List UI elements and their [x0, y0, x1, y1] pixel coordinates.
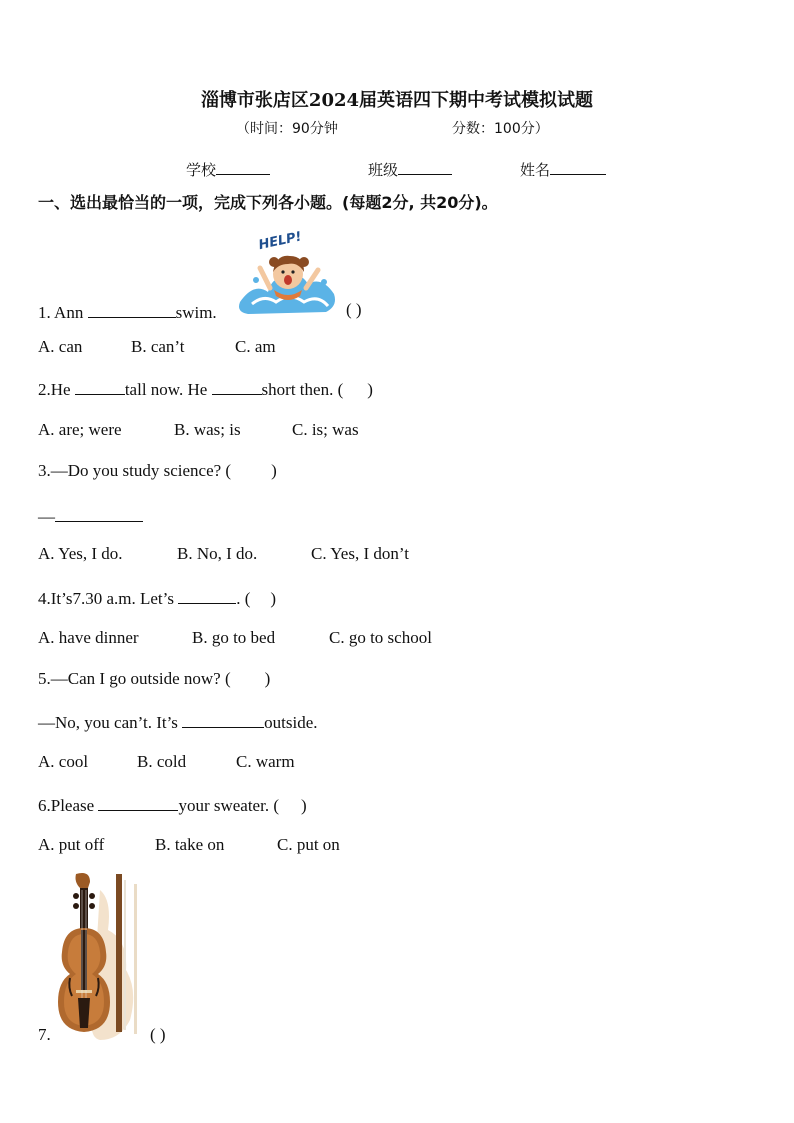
question-3-option-a[interactable]: A. Yes, I do. [38, 544, 123, 563]
question-5-reply-end: outside. [264, 713, 318, 732]
question-3-option-b[interactable]: B. No, I do. [177, 544, 258, 563]
question-6-option-b[interactable]: B. take on [155, 835, 225, 854]
question-5-paren-close: ) [264, 669, 271, 688]
help-text: HELP! [257, 229, 303, 254]
drowning-girl-illustration [234, 222, 342, 318]
question-7-answer-paren[interactable]: ( ) [150, 1025, 166, 1044]
name-field [520, 159, 606, 180]
question-5-option-b[interactable]: B. cold [137, 752, 187, 771]
name-blank[interactable] [550, 159, 606, 175]
question-4-paren-close: ) [270, 589, 277, 608]
question-2 [38, 377, 373, 400]
exam-score: 分数：100分） [452, 121, 549, 137]
page-title: 淄博市张店区2024届英语四下期中考试模拟试题 [200, 90, 594, 111]
question-1-option-a[interactable]: A. can [38, 337, 83, 356]
school-blank[interactable] [216, 159, 270, 175]
question-2-blank-1[interactable] [75, 377, 125, 395]
question-2-option-c[interactable]: C. is; was [292, 420, 359, 439]
question-6-text: 6.Please [38, 796, 99, 815]
question-6 [38, 793, 307, 816]
question-5-text: 5.—Can I go outside now? ( [38, 669, 231, 688]
question-2-text-end: short then. ( [261, 380, 344, 399]
question-5-reply-text: —No, you can’t. It’s [38, 713, 183, 732]
class-blank[interactable] [398, 159, 452, 175]
question-2-blank-2[interactable] [212, 377, 262, 395]
question-4-blank[interactable] [178, 586, 236, 604]
question-7-number: 7. [38, 1025, 51, 1044]
question-1-answer-paren[interactable]: ( ) [346, 300, 362, 319]
class-label: 班级 [368, 161, 399, 179]
question-6-option-c[interactable]: C. put on [277, 835, 340, 854]
question-5-reply [38, 710, 318, 733]
question-1-option-b[interactable]: B. can’t [131, 337, 185, 356]
question-2-text: 2.He [38, 380, 75, 399]
question-5 [38, 669, 270, 689]
question-2-paren-close: ) [367, 380, 373, 399]
question-2-option-b[interactable]: B. was; is [174, 420, 241, 439]
question-6-blank[interactable] [98, 793, 178, 811]
question-4-option-b[interactable]: B. go to bed [192, 628, 276, 647]
violin-illustration [50, 870, 144, 1042]
question-4-option-a[interactable]: A. have dinner [38, 628, 139, 647]
question-6-text-end: your sweater. ( [178, 796, 279, 815]
school-field [186, 159, 270, 180]
class-field [368, 159, 452, 180]
question-1-text: 1. Ann [38, 303, 88, 322]
school-label: 学校 [186, 161, 217, 179]
question-3-dash: — [38, 507, 55, 526]
question-1 [38, 300, 217, 323]
question-3-reply [38, 504, 143, 527]
question-5-option-a[interactable]: A. cool [38, 752, 89, 771]
question-1-text-end: swim. [175, 303, 217, 322]
question-1-blank[interactable] [88, 300, 176, 318]
exam-time: （时间：90分钟 [236, 121, 338, 137]
section-heading: 一、选出最恰当的一项，完成下列各小题。(每题2分, 共20分)。 [38, 193, 498, 212]
name-label: 姓名 [520, 161, 551, 179]
question-3-text: 3.—Do you study science? ( [38, 461, 232, 480]
question-5-option-c[interactable]: C. warm [236, 752, 295, 771]
question-3-option-c[interactable]: C. Yes, I don’t [311, 544, 409, 563]
question-2-option-a[interactable]: A. are; were [38, 420, 122, 439]
question-3 [38, 461, 277, 481]
question-4-text: 4.It’s7.30 a.m. Let’s [38, 589, 179, 608]
question-3-blank[interactable] [55, 504, 143, 522]
question-4 [38, 586, 276, 609]
question-1-option-c[interactable]: C. am [235, 337, 276, 356]
question-6-paren-close: ) [301, 796, 307, 815]
question-6-option-a[interactable]: A. put off [38, 835, 105, 854]
question-4-text-end: . ( [236, 589, 251, 608]
question-2-text-mid: tall now. He [124, 380, 212, 399]
question-4-option-c[interactable]: C. go to school [329, 628, 432, 647]
question-3-paren-close: ) [271, 461, 277, 480]
question-5-blank[interactable] [182, 710, 264, 728]
